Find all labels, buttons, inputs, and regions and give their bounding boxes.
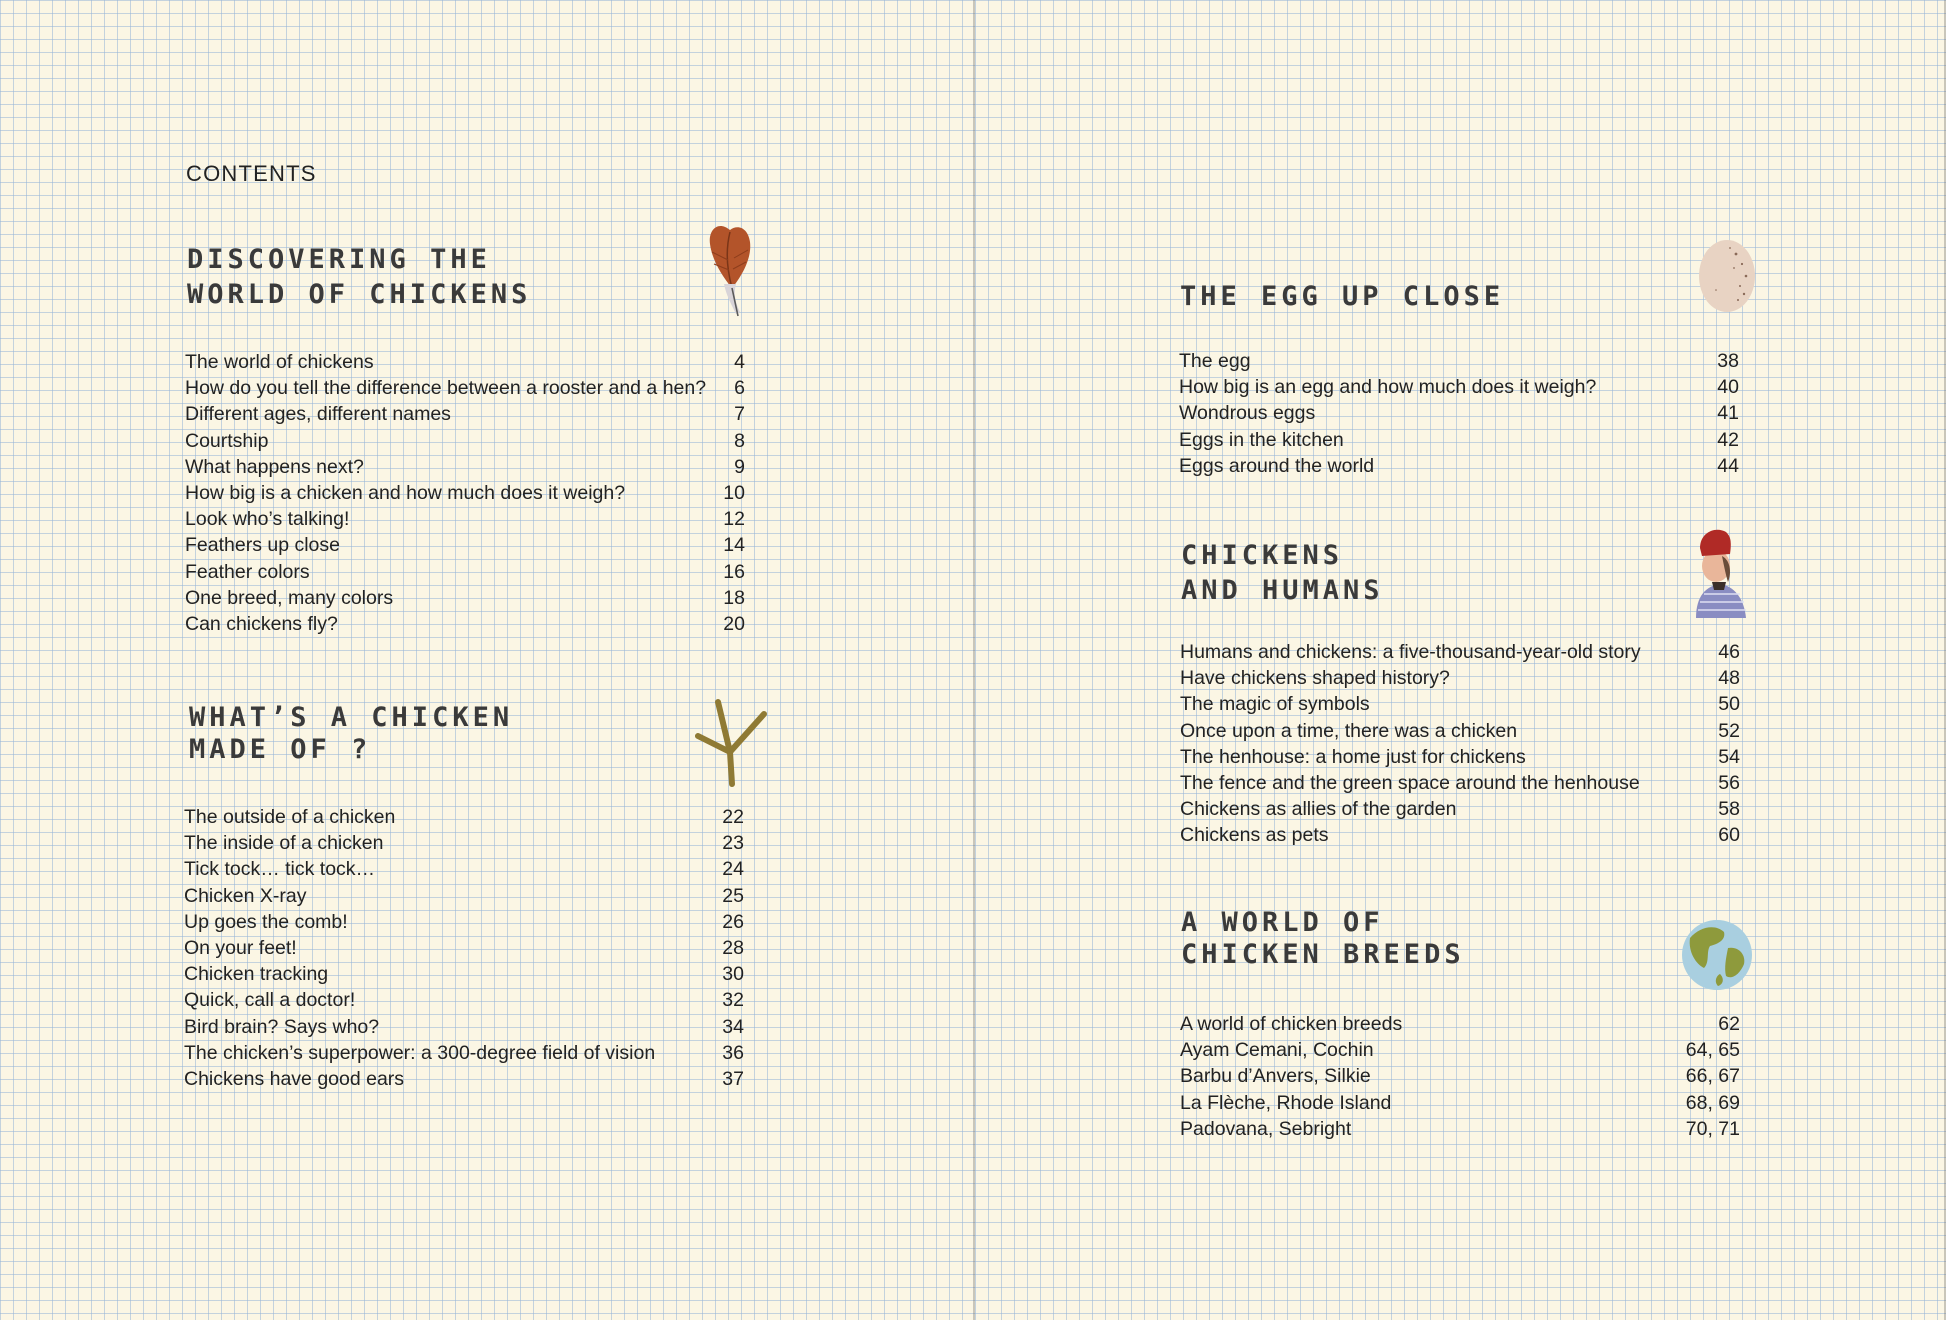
toc-row[interactable]: [184, 1014, 744, 1040]
toc-entry-title: How do you tell the difference between a rooster and a hen?: [185, 377, 707, 400]
toc-page-number: 60: [1718, 824, 1740, 847]
toc-page-number: 38: [1717, 350, 1739, 372]
toc-page-number: 48: [1718, 667, 1740, 690]
toc-row[interactable]: [1179, 453, 1739, 479]
toc-row[interactable]: [184, 935, 744, 961]
section-title-line: WORLD OF CHICKENS: [187, 279, 532, 310]
toc-entry-title: Up goes the comb!: [184, 910, 348, 933]
toc-page-number: 28: [722, 936, 744, 959]
toc-row[interactable]: [1180, 1011, 1740, 1037]
toc-page-number: 42: [1717, 428, 1739, 451]
toc-row[interactable]: [185, 559, 745, 585]
feather-icon: [704, 222, 756, 320]
toc-entry-title: The fence and the green space around the henhouse: [1180, 771, 1640, 794]
section-title-made-of: [189, 702, 513, 766]
toc-page-number: 50: [1718, 693, 1740, 716]
toc-row[interactable]: [1180, 1116, 1740, 1142]
toc-row[interactable]: [184, 804, 744, 830]
section-title-humans: [1181, 538, 1384, 608]
egg-icon: [1696, 234, 1758, 314]
toc-entry-title: Feathers up close: [185, 534, 341, 557]
toc-page-number: 52: [1718, 719, 1740, 742]
toc-row[interactable]: [1179, 348, 1739, 374]
toc-entry-title: Feather colors: [185, 560, 310, 583]
toc-entry-title: Chickens as allies of the garden: [1180, 798, 1457, 821]
toc-page-number: 22: [722, 806, 744, 828]
toc-entry-title: Bird brain? Says who?: [184, 1015, 380, 1038]
toc-row[interactable]: [1180, 1090, 1740, 1116]
toc-page-number: 8: [734, 429, 745, 452]
toc-row[interactable]: [184, 987, 744, 1013]
toc-list-discovering: [185, 349, 745, 637]
toc-page-number: 12: [723, 508, 745, 531]
toc-row[interactable]: [184, 909, 744, 935]
toc-row[interactable]: [1180, 1063, 1740, 1089]
toc-entry-title: Different ages, different names: [185, 403, 451, 426]
toc-row[interactable]: [1179, 374, 1739, 400]
toc-row[interactable]: [1180, 1037, 1740, 1063]
toc-page-number: 32: [722, 989, 744, 1012]
toc-row[interactable]: [185, 480, 745, 506]
toc-page-number: 70, 71: [1685, 1117, 1740, 1140]
toc-row[interactable]: [185, 401, 745, 427]
toc-row[interactable]: [184, 961, 744, 987]
toc-page-number: 46: [1718, 641, 1740, 663]
toc-page-number: 37: [722, 1067, 744, 1090]
toc-page-number: 4: [734, 351, 745, 373]
toc-page-number: 23: [722, 832, 744, 855]
section-title-line: MADE OF ?: [189, 734, 372, 765]
toc-entry-title: Chicken tracking: [184, 963, 329, 986]
toc-row[interactable]: [1180, 770, 1740, 796]
toc-row[interactable]: [1179, 400, 1739, 426]
toc-row[interactable]: [1180, 691, 1740, 717]
toc-page-number: 36: [722, 1041, 744, 1064]
toc-page-number: 16: [723, 560, 745, 583]
toc-page-number: 56: [1718, 771, 1740, 794]
toc-entry-title: The inside of a chicken: [184, 832, 384, 855]
toc-page-number: 62: [1718, 1013, 1740, 1035]
toc-page-number: 9: [734, 455, 745, 478]
section-title-line: THE EGG UP CLOSE: [1180, 281, 1505, 312]
toc-row[interactable]: [184, 1040, 744, 1066]
toc-list-breeds: [1180, 1011, 1740, 1142]
toc-entry-title: Once upon a time, there was a chicken: [1180, 719, 1518, 742]
section-title-discovering: [187, 242, 531, 312]
toc-page-number: 44: [1717, 454, 1739, 477]
toc-entry-title: Can chickens fly?: [185, 612, 338, 635]
toc-entry-title: Ayam Cemani, Cochin: [1180, 1039, 1374, 1062]
toc-page-number: 10: [723, 481, 745, 504]
toc-entry-title: One breed, many colors: [185, 586, 394, 609]
section-title-line: A WORLD OF: [1181, 907, 1384, 938]
section-title-line: WHAT’S A CHICKEN: [189, 702, 514, 733]
toc-entry-title: La Flèche, Rhode Island: [1180, 1091, 1392, 1114]
toc-row[interactable]: [1179, 427, 1739, 453]
toc-entry-title: The magic of symbols: [1180, 693, 1370, 716]
section-title-line: DISCOVERING THE: [187, 244, 491, 275]
toc-entry-title: Wondrous eggs: [1179, 402, 1316, 425]
toc-page-number: 14: [723, 534, 745, 557]
toc-entry-title: The henhouse: a home just for chickens: [1180, 745, 1526, 768]
toc-entry-title: Barbu d’Anvers, Silkie: [1180, 1065, 1371, 1088]
toc-page-number: 58: [1718, 798, 1740, 821]
toc-entry-title: Quick, call a doctor!: [184, 989, 356, 1012]
toc-row[interactable]: [184, 883, 744, 909]
toc-page-number: 40: [1717, 376, 1739, 399]
toc-row[interactable]: [1180, 744, 1740, 770]
toc-entry-title: Chickens have good ears: [184, 1067, 405, 1090]
section-title-line: CHICKEN BREEDS: [1181, 939, 1465, 970]
page-title: CONTENTS: [186, 161, 317, 186]
toc-page-number: 26: [722, 910, 744, 933]
toc-row[interactable]: [185, 585, 745, 611]
toc-entry-title: Chicken X-ray: [184, 884, 307, 907]
toc-entry-title: Eggs around the world: [1179, 454, 1375, 477]
toc-entry-title: The egg: [1179, 350, 1251, 372]
toc-row[interactable]: [185, 506, 745, 532]
toc-row[interactable]: [1180, 796, 1740, 822]
book-spine: [973, 0, 975, 1320]
section-title-breeds: [1181, 907, 1465, 971]
toc-row[interactable]: [1180, 639, 1740, 665]
toc-page-number: 24: [722, 858, 744, 881]
toc-page-number: 68, 69: [1685, 1091, 1740, 1114]
toc-entry-title: Look who’s talking!: [185, 508, 350, 531]
toc-entry-title: The chicken’s superpower: a 300-degree field of vision: [184, 1041, 656, 1064]
chicken-foot-icon: [694, 698, 768, 788]
toc-row[interactable]: [184, 1066, 744, 1092]
toc-entry-title: On your feet!: [184, 936, 297, 959]
toc-page-number: 34: [722, 1015, 744, 1038]
globe-icon: [1680, 918, 1754, 992]
toc-entry-title: Courtship: [185, 429, 269, 452]
toc-page-number: 54: [1718, 745, 1740, 768]
section-title-line: AND HUMANS: [1181, 575, 1384, 606]
toc-page-number: 7: [734, 403, 745, 426]
toc-entry-title: Humans and chickens: a five-thousand-year-old story: [1180, 641, 1641, 663]
toc-page-number: 6: [734, 377, 745, 400]
toc-row[interactable]: [185, 349, 745, 375]
toc-entry-title: Have chickens shaped history?: [1180, 667, 1450, 690]
toc-entry-title: Chickens as pets: [1180, 824, 1329, 847]
toc-entry-title: Eggs in the kitchen: [1179, 428, 1344, 451]
toc-row[interactable]: [1180, 665, 1740, 691]
toc-row[interactable]: [185, 375, 745, 401]
toc-row[interactable]: [1180, 822, 1740, 848]
toc-list-made-of: [184, 804, 744, 1092]
toc-entry-title: The world of chickens: [185, 351, 374, 373]
toc-page-number: 25: [722, 884, 744, 907]
toc-entry-title: Tick tock… tick tock…: [184, 858, 376, 881]
toc-row[interactable]: [184, 830, 744, 856]
person-icon: [1686, 526, 1750, 620]
toc-list-egg: [1179, 348, 1739, 479]
section-title-line: CHICKENS: [1181, 540, 1344, 571]
toc-row[interactable]: [185, 532, 745, 558]
toc-page-number: 20: [723, 612, 745, 635]
toc-row[interactable]: [1180, 718, 1740, 744]
toc-page-number: 41: [1717, 402, 1739, 425]
toc-entry-title: How big is a chicken and how much does it weigh?: [185, 481, 626, 504]
toc-row[interactable]: [185, 611, 745, 637]
toc-page-number: 30: [722, 963, 744, 986]
toc-entry-title: The outside of a chicken: [184, 806, 396, 828]
section-title-egg: [1180, 279, 1504, 314]
toc-entry-title: A world of chicken breeds: [1180, 1013, 1403, 1035]
toc-page-number: 18: [723, 586, 745, 609]
toc-entry-title: How big is an egg and how much does it weigh?: [1179, 376, 1597, 399]
toc-row[interactable]: [185, 454, 745, 480]
toc-row[interactable]: [185, 428, 745, 454]
toc-row[interactable]: [184, 856, 744, 882]
toc-page-number: 64, 65: [1685, 1039, 1740, 1062]
toc-list-humans: [1180, 639, 1740, 849]
toc-page-number: 66, 67: [1685, 1065, 1740, 1088]
toc-entry-title: Padovana, Sebright: [1180, 1117, 1352, 1140]
toc-entry-title: What happens next?: [185, 455, 364, 478]
